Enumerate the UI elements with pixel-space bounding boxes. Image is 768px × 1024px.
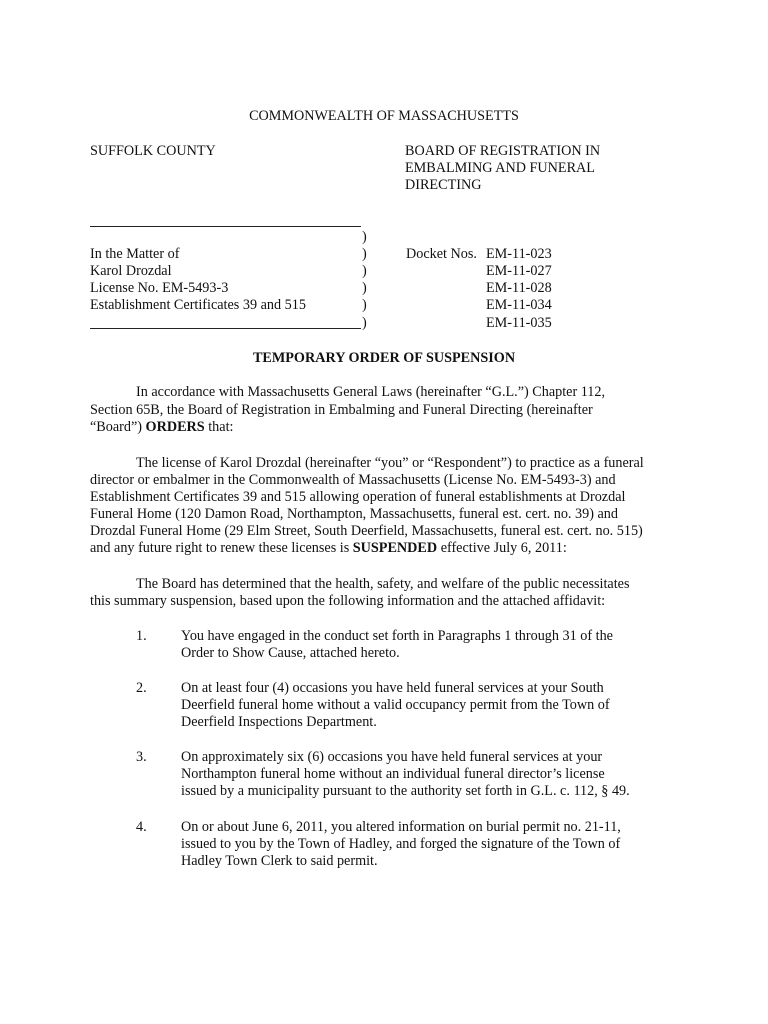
intro-line-2: Section 65B, the Board of Registration in Embalming and Funeral Directing (hereinafter <box>90 402 593 418</box>
board-line-2: EMBALMING AND FUNERAL <box>405 160 595 176</box>
suspended-keyword: SUSPENDED <box>352 540 438 556</box>
docket-number: EM-11-027 <box>486 263 552 279</box>
item-line: issued by a municipality pursuant to the authority set forth in G.L. c. 112, § 49. <box>181 783 630 799</box>
license-line-2: director or embalmer in the Commonwealth of Massachusetts (License No. EM-5493-3) and <box>90 472 616 488</box>
item-number: 3. <box>136 749 147 765</box>
board-line-1: BOARD OF REGISTRATION IN <box>405 143 601 159</box>
board-para-line-1: The Board has determined that the health, safety, and welfare of the public necessitates <box>136 576 630 592</box>
caption-paren: ) <box>362 229 367 245</box>
license-line-1: The license of Karol Drozdal (hereinafter “you” or “Respondent”) to practice as a funeral <box>136 455 644 471</box>
license-line-5: Drozdal Funeral Home (29 Elm Street, South Deerfield, Massachusetts, funeral est. cert. no. 515) <box>90 523 643 539</box>
intro-line-3 <box>90 419 233 436</box>
item-line: Hadley Town Clerk to said permit. <box>181 853 378 869</box>
item-line: You have engaged in the conduct set forth in Paragraphs 1 through 31 of the <box>181 628 613 644</box>
intro-that-text: that: <box>204 419 234 435</box>
license-line-4: Funeral Home (120 Damon Road, Northampton, Massachusetts, funeral est. cert. no. 39) and <box>90 506 618 522</box>
docket-label: Docket Nos. <box>406 246 477 262</box>
matter-line-2: Karol Drozdal <box>90 263 172 279</box>
license-line-6 <box>90 540 567 557</box>
item-number: 1. <box>136 628 147 644</box>
docket-number: EM-11-035 <box>486 315 552 331</box>
matter-line-4: Establishment Certificates 39 and 515 <box>90 297 306 313</box>
caption-paren: ) <box>362 263 367 279</box>
license-renew-text: and any future right to renew these licenses is <box>90 540 353 556</box>
board-para-line-2: this summary suspension, based upon the following information and the attached affidavit: <box>90 593 606 609</box>
intro-line-1: In accordance with Massachusetts General Laws (hereinafter “G.L.”) Chapter 112, <box>136 384 606 400</box>
item-line: Northampton funeral home without an individual funeral director’s license <box>181 766 605 782</box>
caption-bottom-rule <box>90 328 361 329</box>
caption-top-rule <box>90 226 361 227</box>
caption-paren: ) <box>362 315 367 331</box>
item-line: issued to you by the Town of Hadley, and forged the signature of the Town of <box>181 836 621 852</box>
docket-number: EM-11-034 <box>486 297 552 313</box>
matter-line-1: In the Matter of <box>90 246 180 262</box>
county-label: SUFFOLK COUNTY <box>90 143 216 159</box>
item-line: Deerfield Inspections Department. <box>181 714 377 730</box>
board-line-3: DIRECTING <box>405 177 482 193</box>
intro-board-text: “Board”) <box>90 419 146 435</box>
item-number: 4. <box>136 819 147 835</box>
docket-number: EM-11-028 <box>486 280 552 296</box>
item-line: On or about June 6, 2011, you altered information on burial permit no. 21-11, <box>181 819 621 835</box>
item-line: Order to Show Cause, attached hereto. <box>181 645 400 661</box>
license-effective-text: effective July 6, 2011: <box>437 540 567 556</box>
document-title: TEMPORARY ORDER OF SUSPENSION <box>252 350 516 366</box>
caption-paren: ) <box>362 297 367 313</box>
item-line: Deerfield funeral home without a valid occupancy permit from the Town of <box>181 697 610 713</box>
item-number: 2. <box>136 680 147 696</box>
matter-line-3: License No. EM-5493-3 <box>90 280 229 296</box>
item-line: On at least four (4) occasions you have held funeral services at your South <box>181 680 604 696</box>
docket-number: EM-11-023 <box>486 246 552 262</box>
license-line-3: Establishment Certificates 39 and 515 allowing operation of funeral establishments at Drozdal <box>90 489 626 505</box>
caption-paren: ) <box>362 280 367 296</box>
caption-paren: ) <box>362 246 367 262</box>
commonwealth-heading: COMMONWEALTH OF MASSACHUSETTS <box>249 108 519 124</box>
orders-keyword: ORDERS <box>145 419 205 435</box>
item-line: On approximately six (6) occasions you have held funeral services at your <box>181 749 603 765</box>
